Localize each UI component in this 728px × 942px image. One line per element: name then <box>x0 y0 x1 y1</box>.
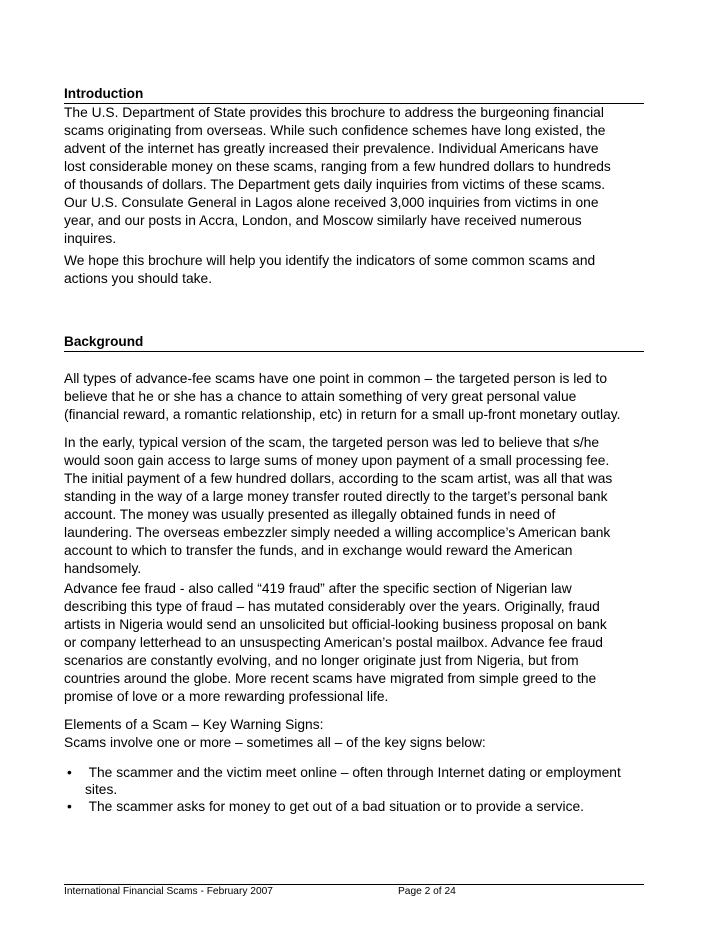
paragraph-line: The initial payment of a few hundred dollars, according to the scam artist, was all that was <box>64 471 613 486</box>
list-item-line: sites. <box>85 782 118 797</box>
bullet-icon: • <box>67 799 72 814</box>
paragraph-line: handsomely. <box>64 561 142 576</box>
paragraph-line: scams originating from overseas. While such confidence schemes have long existed, the <box>64 123 606 138</box>
paragraph-line: Advance fee fraud - also called “419 fraud” after the specific section of Nigerian law <box>64 581 572 596</box>
paragraph-line: or company letterhead to an unsuspecting American’s postal mailbox. Advance fee fraud <box>64 635 603 650</box>
list-item-line: The scammer asks for money to get out of a bad situation or to provide a service. <box>85 799 584 814</box>
background-heading: Background <box>64 334 644 352</box>
paragraph-line: account to which to transfer the funds, and in exchange would reward the American <box>64 543 573 558</box>
list-item <box>64 764 664 798</box>
footer-page-number: Page 2 of 24 <box>398 886 456 897</box>
paragraph-line: promise of love or a more rewarding professional life. <box>64 689 389 704</box>
paragraph-line: Our U.S. Consulate General in Lagos alone received 3,000 inquiries from victims in one <box>64 195 599 210</box>
paragraph-line: We hope this brochure will help you identify the indicators of some common scams and <box>64 253 596 268</box>
paragraph-line: artists in Nigeria would send an unsolicited but official-looking business proposal on bank <box>64 617 607 632</box>
paragraph-line: year, and our posts in Accra, London, and Moscow similarly have received numerous <box>64 213 582 228</box>
paragraph-line: All types of advance-fee scams have one point in common – the targeted person is led to <box>64 371 607 386</box>
paragraph-line: The U.S. Department of State provides this brochure to address the burgeoning financial <box>64 105 604 120</box>
paragraph-line: would soon gain access to large sums of money upon payment of a small processing fee. <box>64 453 610 468</box>
paragraph-line: countries around the globe. More recent scams have migrated from simple greed to the <box>64 671 597 686</box>
introduction-heading: Introduction <box>64 86 644 104</box>
introduction-paragraph-2 <box>64 252 664 288</box>
paragraph-line: (financial reward, a romantic relationship, etc) in return for a small up-front monetary outlay. <box>64 407 621 422</box>
background-paragraph-3 <box>64 580 664 706</box>
paragraph-line: In the early, typical version of the scam, the targeted person was led to believe that s/he <box>64 435 600 450</box>
background-paragraph-1 <box>64 370 664 424</box>
paragraph-line: advent of the internet has greatly increased their prevalence. Individual Americans have <box>64 141 599 156</box>
paragraph-line: scenarios are constantly evolving, and no longer originate just from Nigeria, but from <box>64 653 579 668</box>
bullet-icon: • <box>67 765 72 780</box>
paragraph-line: describing this type of fraud – has mutated considerably over the years. Originally, fraud <box>64 599 600 614</box>
introduction-paragraph-1 <box>64 104 664 248</box>
footer-document-title: International Financial Scams - February 2007 <box>64 886 273 897</box>
paragraph-line: laundering. The overseas embezzler simply needed a willing accomplice’s American bank <box>64 525 611 540</box>
warning-signs-title: Elements of a Scam – Key Warning Signs: <box>64 717 324 732</box>
footer-divider <box>64 884 644 885</box>
paragraph-line: inquires. <box>64 231 117 246</box>
background-paragraph-2 <box>64 434 664 578</box>
paragraph-line: lost considerable money on these scams, ranging from a few hundred dollars to hundreds <box>64 159 611 174</box>
list-item-line: The scammer and the victim meet online – often through Internet dating or employment <box>85 765 621 780</box>
warning-signs-block <box>64 716 664 752</box>
paragraph-line: actions you should take. <box>64 271 213 286</box>
paragraph-line: standing in the way of a large money transfer routed directly to the target’s personal bank <box>64 489 608 504</box>
warning-signs-list <box>64 764 664 815</box>
list-item <box>64 798 664 815</box>
paragraph-line: believe that he or she has a chance to attain something of very great personal value <box>64 389 577 404</box>
warning-signs-intro: Scams involve one or more – sometimes all – of the key signs below: <box>64 735 486 750</box>
paragraph-line: of thousands of dollars. The Department gets daily inquiries from victims of these scams. <box>64 177 606 192</box>
paragraph-line: account. The money was usually presented as illegally obtained funds in need of <box>64 507 556 522</box>
